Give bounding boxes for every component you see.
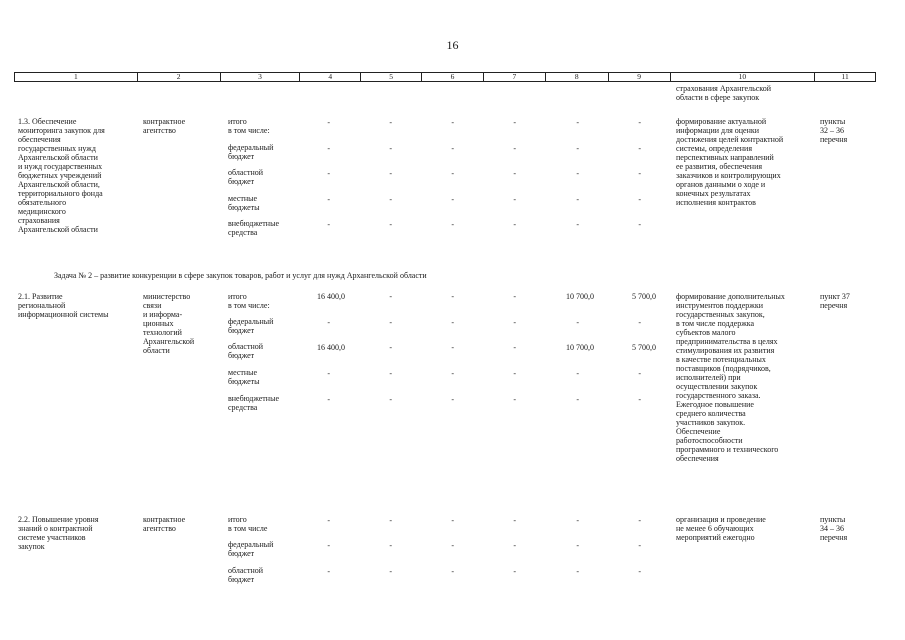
row-2-1-v-1-0: - [327,318,330,327]
row-1-3-result: формирование актуальной информации для оценки достижения целей контрактной системы, определения перспективных направлений ее развития, обеспечения заказчиков и контролирующих органов данными о ходе и конечных результатах исполнения контрактов [676,117,784,207]
row-1-3-v-3-1: - [389,195,392,204]
row-1-3-v-1-4: - [576,144,579,153]
header-col-6: 6 [422,73,484,81]
row-2-2-result: организация и проведение не менее 6 обучающих мероприятий ежегодно [676,515,766,542]
task-2-title: Задача № 2 – развитие конкуренции в сфере закупок товаров, работ и услуг для нужд Архангельской области [54,271,427,280]
row-1-3-v-1-5: - [638,144,641,153]
row-2-1-v-2-3: - [513,343,516,352]
row-1-3-source-local: местные бюджеты [228,194,260,212]
row-2-2-v-1-5: - [638,541,641,550]
row-2-1-v-1-2: - [451,318,454,327]
row-1-3-v-4-2: - [451,220,454,229]
row-1-3-v-0-4: - [576,118,579,127]
row-2-1-v-2-5: 5 700,0 [632,343,656,352]
row-2-1-source-total: итого в том числе: [228,292,270,310]
row-2-2-v-1-3: - [513,541,516,550]
row-1-3-v-1-1: - [389,144,392,153]
row-2-1-v-4-2: - [451,395,454,404]
row-1-3-source-total: итого в том числе: [228,117,270,135]
row-2-2-v-1-1: - [389,541,392,550]
row-1-3-v-1-0: - [327,144,330,153]
row-2-1-v-4-4: - [576,395,579,404]
row-2-1-source-extrabudget: внебюджетные средства [228,394,279,412]
header-col-5: 5 [361,73,422,81]
row-1-3-v-3-3: - [513,195,516,204]
row-1-3-v-3-4: - [576,195,579,204]
row-1-3-v-2-3: - [513,169,516,178]
row-2-1-executor: министерство связи и информа- ционных технологий Архангельской области [143,292,195,355]
row-1-3-source-extrabudget: внебюджетные средства [228,219,279,237]
row-2-2-name: 2.2. Повышение уровня знаний о контрактной системе участников закупок [18,515,99,551]
row-1-3-v-3-5: - [638,195,641,204]
row-2-2-source-regional: областной бюджет [228,566,264,584]
row-1-3-v-2-1: - [389,169,392,178]
row-2-2-v-0-1: - [389,516,392,525]
row-1-3-v-4-3: - [513,220,516,229]
row-1-3-v-4-0: - [327,220,330,229]
row-1-3-v-3-2: - [451,195,454,204]
row-1-3-v-4-1: - [389,220,392,229]
row-2-1-v-4-1: - [389,395,392,404]
row-1-3-v-2-0: - [327,169,330,178]
table-header-row [14,72,876,82]
row-2-1-v-3-0: - [327,369,330,378]
row-2-1-v-2-1: - [389,343,392,352]
row-2-1-result: формирование дополнительных инструментов поддержки государственных закупок, в том числе поддержка субъектов малого предпринимательства в целях стимулирования их развития в качестве потенциальных поставщиков (подрядчиков, исполнителей) при осуществлении закупок государственного заказа. Ежегодное повышение среднего количества участников закупок. Обеспечение работоспособности программного и технического обеспечения [676,292,785,463]
header-col-1: 1 [15,73,138,81]
header-col-8: 8 [546,73,609,81]
row-2-2-v-2-4: - [576,567,579,576]
row-1-3-v-4-5: - [638,220,641,229]
row-2-2-v-2-2: - [451,567,454,576]
row-2-1-v-0-3: - [513,292,516,301]
row-2-1-v-4-5: - [638,395,641,404]
row-1-3-v-2-5: - [638,169,641,178]
row-2-1-v-1-3: - [513,318,516,327]
row-2-1-v-0-4: 10 700,0 [566,292,594,301]
header-col-2: 2 [138,73,221,81]
row-2-2-v-0-0: - [327,516,330,525]
row-2-2-v-1-2: - [451,541,454,550]
row-2-2-v-0-4: - [576,516,579,525]
row-2-2-v-2-3: - [513,567,516,576]
header-col-3: 3 [221,73,301,81]
row-2-1-v-3-1: - [389,369,392,378]
continuation-text: страхования Архангельской области в сфере закупок [676,84,772,102]
row-2-1-v-0-1: - [389,292,392,301]
row-1-3-v-2-2: - [451,169,454,178]
row-2-1-v-4-0: - [327,395,330,404]
row-2-2-v-1-4: - [576,541,579,550]
row-1-3-source-regional: областной бюджет [228,168,264,186]
row-1-3-v-3-0: - [327,195,330,204]
row-1-3-source-federal: федеральный бюджет [228,143,274,161]
row-1-3-v-0-2: - [451,118,454,127]
row-1-3-link: пункты 32 – 36 перечня [820,117,848,144]
row-2-2-source-total: итого в том числе [228,515,268,533]
row-1-3-name: 1.3. Обеспечение мониторинга закупок для обеспечения государственных нужд Архангельской области и нужд государственных бюджетных учреждений Архангельской области, территориального фонда обязательного медицинского страхования Архангельской области [18,117,105,234]
row-2-1-v-0-0: 16 400,0 [317,292,345,301]
header-col-10: 10 [671,73,816,81]
header-col-9: 9 [609,73,671,81]
row-1-3-v-0-1: - [389,118,392,127]
row-2-1-v-3-3: - [513,369,516,378]
row-2-1-source-local: местные бюджеты [228,368,260,386]
row-2-1-v-1-5: - [638,318,641,327]
row-2-1-v-1-4: - [576,318,579,327]
row-2-1-source-regional: областной бюджет [228,342,264,360]
header-col-4: 4 [300,73,361,81]
row-2-1-v-2-0: 16 400,0 [317,343,345,352]
row-2-1-v-3-4: - [576,369,579,378]
row-2-1-v-3-5: - [638,369,641,378]
row-2-2-v-0-5: - [638,516,641,525]
row-2-2-executor: контрактное агентство [143,515,186,533]
row-1-3-v-0-0: - [327,118,330,127]
page-number: 16 [446,38,459,52]
row-2-2-v-2-1: - [389,567,392,576]
header-col-7: 7 [484,73,546,81]
row-1-3-v-1-2: - [451,144,454,153]
row-2-1-v-1-1: - [389,318,392,327]
row-2-2-link: пункты 34 – 36 перечня [820,515,848,542]
row-1-3-executor: контрактное агентство [143,117,186,135]
row-2-1-v-4-3: - [513,395,516,404]
row-2-1-v-0-2: - [451,292,454,301]
row-2-2-v-2-0: - [327,567,330,576]
row-2-2-source-federal: федеральный бюджет [228,540,274,558]
row-1-3-v-0-3: - [513,118,516,127]
row-2-1-v-2-4: 10 700,0 [566,343,594,352]
row-1-3-v-2-4: - [576,169,579,178]
row-2-2-v-0-3: - [513,516,516,525]
row-2-1-link: пункт 37 перечня [820,292,850,310]
row-1-3-v-4-4: - [576,220,579,229]
row-2-1-v-2-2: - [451,343,454,352]
row-2-2-v-2-5: - [638,567,641,576]
header-col-11: 11 [841,72,849,81]
row-1-3-v-1-3: - [513,144,516,153]
row-2-1-v-0-5: 5 700,0 [632,292,656,301]
row-2-1-v-3-2: - [451,369,454,378]
row-2-1-name: 2.1. Развитие региональной информационной системы [18,292,109,319]
row-2-2-v-0-2: - [451,516,454,525]
row-2-2-v-1-0: - [327,541,330,550]
row-2-1-source-federal: федеральный бюджет [228,317,274,335]
row-1-3-v-0-5: - [638,118,641,127]
